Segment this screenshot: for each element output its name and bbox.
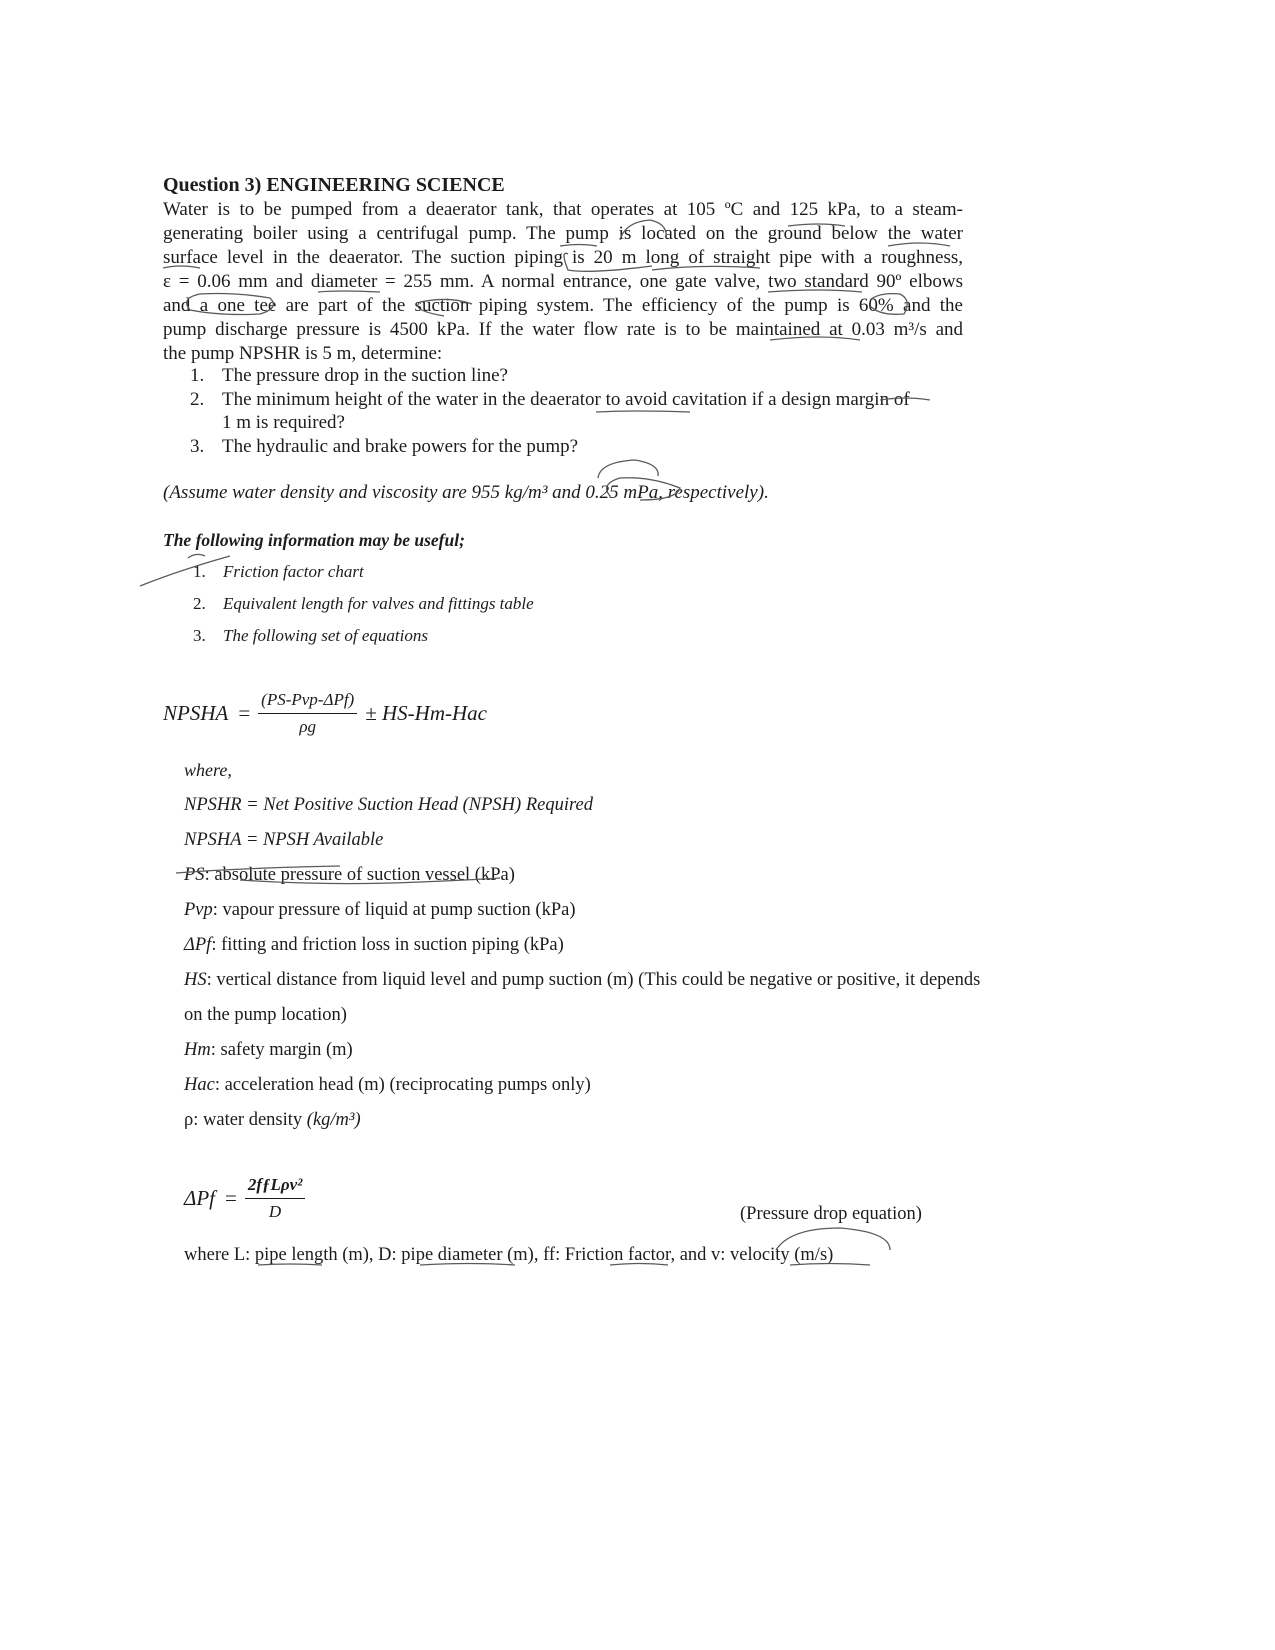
equation-fraction [258, 690, 357, 737]
definition-hac [184, 1075, 591, 1096]
definition-rho [184, 1110, 361, 1131]
pressure-drop-equation [184, 1175, 313, 1222]
symbol: Hac [184, 1075, 215, 1095]
circle-mark [598, 460, 658, 478]
item-number: 2. [190, 388, 205, 410]
list-item [190, 388, 910, 412]
item-text: The minimum height of the water in the deaerator to avoid cavitation if a design margin of [222, 388, 910, 410]
equation-rhs: ± HS-Hm-Hac [365, 701, 487, 725]
question-list [190, 364, 910, 458]
problem-line: Water is to be pumped from a deaerator tank, that operates at 105 ºC and 125 kPa, to a steam- [163, 199, 963, 220]
symbol: Pvp [184, 900, 213, 920]
definition-text: : absolute pressure of suction vessel (kPa) [204, 865, 515, 885]
equation-numerator: (PS-Pvp-ΔPf) [258, 690, 357, 714]
assumption-note: (Assume water density and viscosity are 955 kg/m³ and 0.25 mPa, respectively). [163, 482, 769, 503]
equation-where-line: where L: pipe length (m), D: pipe diameter (m), ff: Friction factor, and v: velocity (m/s) [184, 1245, 834, 1265]
definition-text: : acceleration head (m) (reciprocating pumps only) [214, 1075, 591, 1095]
list-item [193, 594, 534, 614]
equation-lhs: ΔPf [184, 1186, 215, 1210]
item-text: 1 m is required? [222, 412, 345, 433]
definition-hm [184, 1040, 353, 1061]
list-item [193, 626, 428, 646]
item-number: 1. [190, 365, 205, 386]
strike-mark [188, 554, 205, 558]
symbol: ρ [184, 1110, 194, 1130]
equation-fraction [245, 1175, 305, 1222]
where-label: where, [184, 760, 232, 780]
item-text: Friction factor chart [223, 562, 364, 581]
item-text: The following set of equations [223, 626, 428, 645]
definition-text: : water density [193, 1110, 303, 1130]
problem-line: the pump NPSHR is 5 m, determine: [163, 343, 443, 364]
symbol: PS [184, 865, 205, 885]
item-number: 2. [193, 594, 206, 613]
equation-equals: = [225, 1186, 237, 1210]
definition-hs [184, 970, 980, 991]
equation-denominator: D [268, 1202, 282, 1221]
item-number: 1. [193, 562, 206, 581]
definition-text: : vapour pressure of liquid at pump suction (kPa) [212, 900, 576, 920]
item-number: 3. [190, 435, 205, 457]
item-text: Equivalent length for valves and fittings table [223, 594, 534, 613]
equation-label: (Pressure drop equation) [740, 1204, 922, 1224]
equation-denominator: ρg [299, 717, 317, 736]
equation-numerator: 2fƒLρv² [245, 1175, 305, 1199]
definition-hs-continued: on the pump location) [184, 1005, 347, 1025]
definition-text: : fitting and friction loss in suction piping (kPa) [211, 935, 564, 955]
problem-statement [163, 198, 963, 366]
symbol: Hm [184, 1040, 211, 1060]
item-number: 3. [193, 626, 206, 645]
problem-line: pump discharge pressure is 4500 kPa. If the water flow rate is to be maintained at 0.03 m³/s and [163, 319, 963, 340]
definition-npshr: NPSHR = Net Positive Suction Head (NPSH) Required [184, 795, 593, 815]
symbol: ΔPf [184, 935, 212, 955]
problem-line: ε = 0.06 mm and diameter = 255 mm. A normal entrance, one gate valve, two standard 90º elbows [163, 271, 963, 292]
problem-line: generating boiler using a centrifugal pump. The pump is located on the ground below the water [163, 223, 963, 244]
npsha-equation [163, 690, 487, 737]
list-item [190, 435, 910, 459]
question-title: Question 3) ENGINEERING SCIENCE [163, 174, 505, 196]
problem-line: and a one tee are part of the suction piping system. The efficiency of the pump is 60% and the [163, 295, 963, 316]
equation-lhs: NPSHA [163, 701, 229, 725]
list-item [190, 364, 910, 388]
definition-text: : vertical distance from liquid level and pump suction (m) (This could be negative or positive, it depends [206, 970, 981, 990]
item-number [190, 411, 222, 435]
item-text: The hydraulic and brake powers for the pump? [222, 435, 579, 457]
definition-text: : safety margin (m) [210, 1040, 353, 1060]
definition-dpf [184, 935, 564, 956]
list-item [190, 411, 910, 435]
definition-pvp [184, 900, 576, 921]
useful-info-heading: The following information may be useful; [163, 530, 465, 550]
item-text: The pressure drop in the suction line? [222, 365, 508, 386]
list-item [193, 562, 364, 582]
symbol: HS [184, 970, 207, 990]
definition-npsha: NPSHA = NPSH Available [184, 830, 384, 850]
definition-ps [184, 865, 515, 886]
problem-line: surface level in the deaerator. The suction piping is 20 m long of straight pipe with a roughness, [163, 247, 963, 268]
equation-equals: = [238, 701, 251, 725]
unit: (kg/m³) [306, 1110, 361, 1130]
